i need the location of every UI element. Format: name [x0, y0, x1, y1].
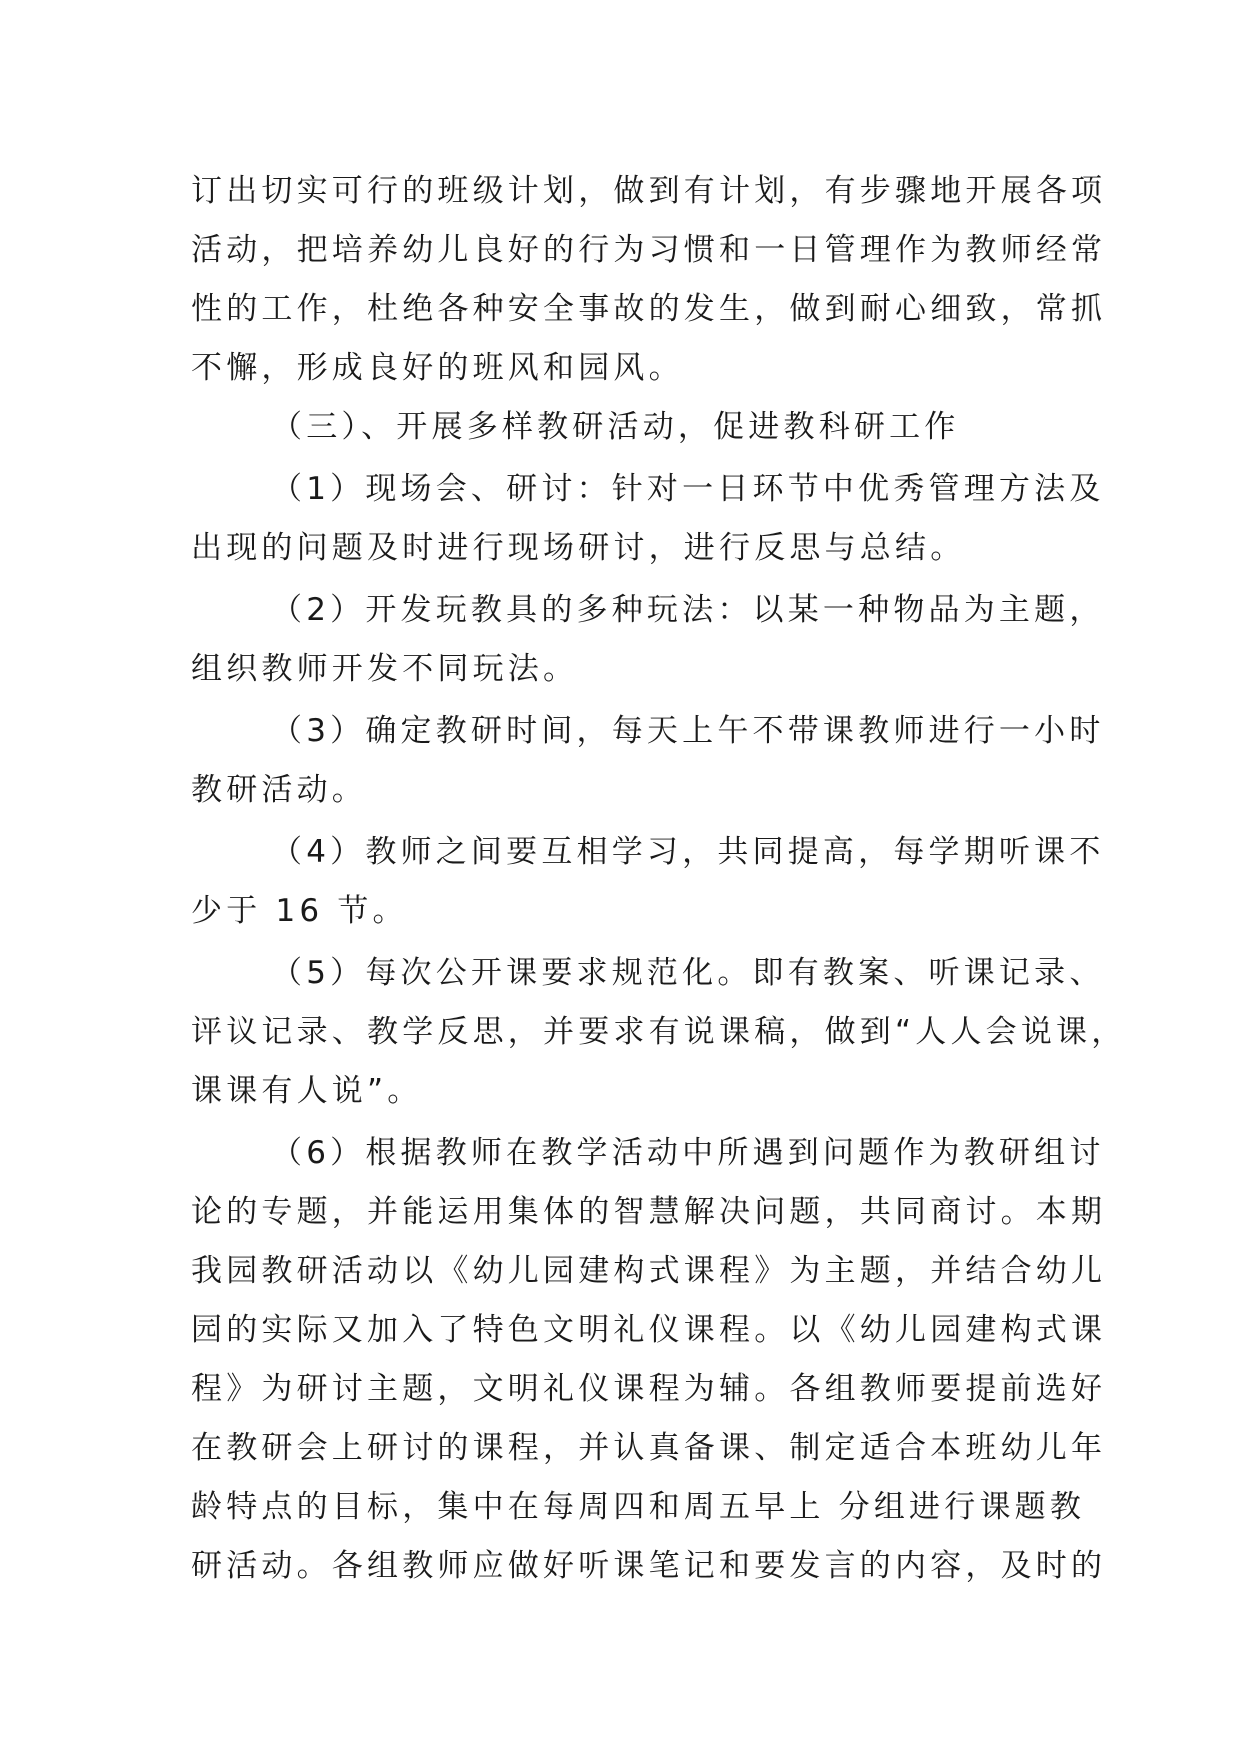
text-line: （5）每次公开课要求规范化。即有教案、听课记录、 — [271, 955, 1105, 991]
text-line: （1）现场会、研讨：针对一日环节中优秀管理方法及 — [271, 471, 1105, 507]
text-line: 不懈，形成良好的班风和园风。 — [191, 350, 684, 386]
text-line: 课课有人说”。 — [191, 1073, 423, 1109]
text-line: 在教研会上研讨的课程，并认真备课、制定适合本班幼儿年 — [191, 1430, 1107, 1466]
text-line: 组织教师开发不同玩法。 — [191, 651, 579, 687]
text-line: （3）确定教研时间，每天上午不带课教师进行一小时 — [271, 713, 1105, 749]
text-line: （6）根据教师在教学活动中所遇到问题作为教研组讨 — [271, 1135, 1105, 1171]
text-line: 评议记录、教学反思，并要求有说课稿，做到“人人会说课， — [191, 1014, 1127, 1050]
text-line: 我园教研活动以《幼儿园建构式课程》为主题，并结合幼儿 — [191, 1253, 1107, 1289]
text-line: 出现的问题及时进行现场研讨，进行反思与总结。 — [191, 530, 966, 566]
document-body — [191, 162, 1127, 1596]
text-line: 研活动。各组教师应做好听课笔记和要发言的内容，及时的 — [191, 1548, 1107, 1584]
text-line: 园的实际又加入了特色文明礼仪课程。以《幼儿园建构式课 — [191, 1312, 1107, 1348]
text-line: 性的工作，杜绝各种安全事故的发生，做到耐心细致，常抓 — [191, 291, 1107, 327]
text-line: （4）教师之间要互相学习，共同提高，每学期听课不 — [271, 834, 1105, 870]
text-line: 龄特点的目标，集中在每周四和周五早上 分组进行课题教 — [191, 1489, 1086, 1525]
text-line: 订出切实可行的班级计划，做到有计划，有步骤地开展各项 — [191, 173, 1107, 209]
text-line: 少于 16 节。 — [191, 893, 408, 929]
text-line: （2）开发玩教具的多种玩法：以某一种物品为主题， — [271, 592, 1105, 628]
text-line: 论的专题，并能运用集体的智慧解决问题，共同商讨。本期 — [191, 1194, 1107, 1230]
text-line: 活动，把培养幼儿良好的行为习惯和一日管理作为教师经常 — [191, 232, 1107, 268]
text-line: 程》为研讨主题，文明礼仪课程为辅。各组教师要提前选好 — [191, 1371, 1107, 1407]
text-line: 教研活动。 — [191, 772, 367, 808]
text-line: （三）、开展多样教研活动，促进教科研工作 — [271, 409, 960, 445]
